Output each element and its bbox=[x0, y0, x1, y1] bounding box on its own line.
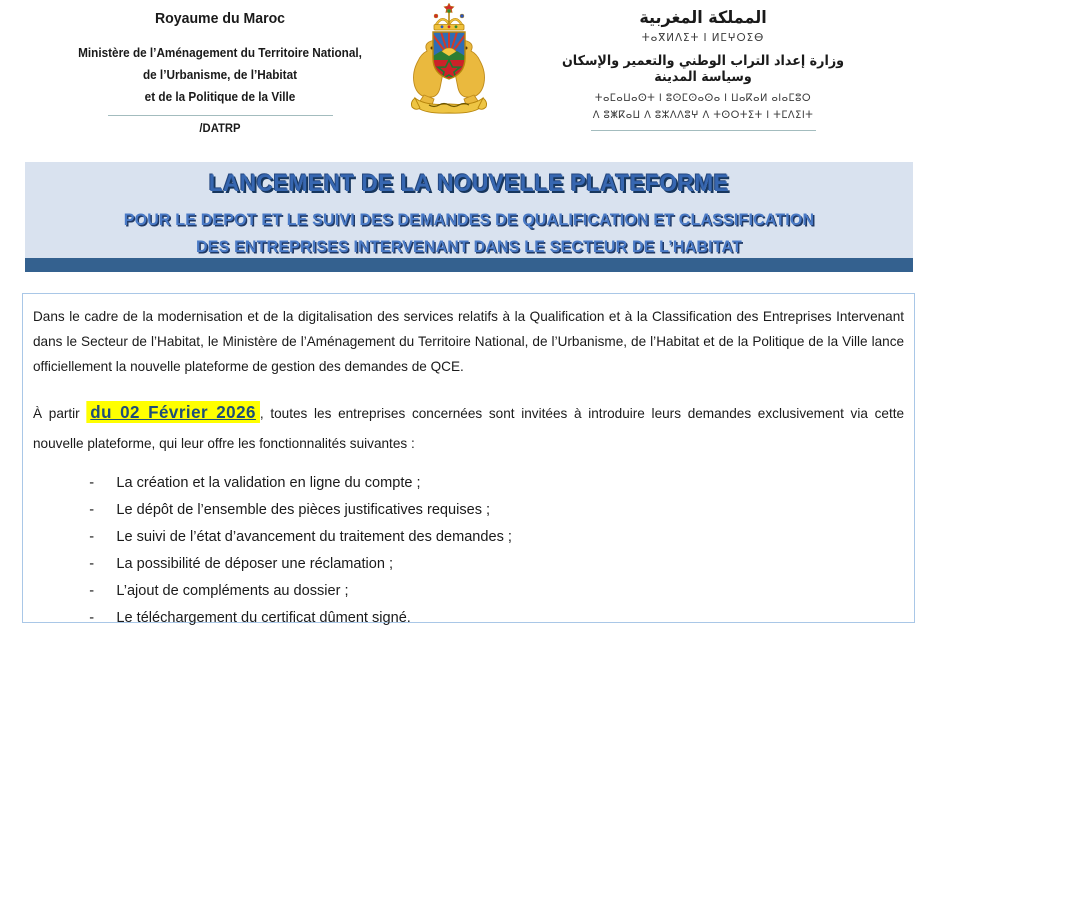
banner-underline-bar bbox=[25, 258, 913, 272]
date-paragraph-prefix: À partir bbox=[33, 405, 87, 422]
moroccan-coat-of-arms bbox=[402, 2, 496, 116]
banner-subtitle-line1: POUR LE DEPOT ET LE SUIVI DES DEMANDES DE QUALIFICATION ET CLASSIFICATION bbox=[123, 210, 815, 229]
banner-title: LANCEMENT DE LA NOUVELLE PLATEFORME bbox=[208, 170, 730, 197]
intro-paragraph: Dans le cadre de la modernisation et de la digitalisation des services relatifs à la Qualification et à la Classification des Entreprises Intervenant dans le Secteur de l’Habitat, le Ministère de l’Aménagement du Territoire National, de l’Urbanisme, de l’Habitat et de la Politique de la Ville lance officiellement la nouvelle plateforme de gestion des demandes de QCE. bbox=[33, 308, 905, 374]
feature-text: Le suivi de l’état d’avancement du traitement des demandes ; bbox=[116, 528, 512, 546]
header-left-divider bbox=[108, 115, 333, 116]
feature-text: Le dépôt de l’ensemble des pièces justificatives requises ; bbox=[116, 501, 491, 519]
kingdom-title-ar: المملكة المغربية bbox=[639, 8, 767, 28]
list-item bbox=[33, 475, 904, 491]
shield bbox=[433, 31, 465, 80]
list-item bbox=[33, 556, 904, 572]
ministry-tifinagh-line1: ⵜⴰⵎⴰⵡⴰⵙⵜ ⵏ ⵓⵙⵎⵙⴰⵙⴰ ⵏ ⵡⴰⴽⴰⵍ ⴰⵏⴰⵎⵓⵔ bbox=[594, 92, 812, 104]
list-item bbox=[33, 502, 904, 518]
coat-of-arms-icon bbox=[402, 2, 496, 116]
bullet-dash: - bbox=[89, 528, 95, 546]
banner-subtitle bbox=[25, 206, 913, 260]
announcement-body bbox=[22, 293, 915, 627]
kingdom-title-fr: Royaume du Maroc bbox=[154, 10, 286, 27]
feature-text: La possibilité de déposer une réclamation ; bbox=[116, 555, 394, 573]
header-french-block bbox=[55, 10, 385, 135]
bullet-dash: - bbox=[89, 474, 95, 492]
ministry-line3-fr: et de la Politique de la Ville bbox=[144, 90, 296, 104]
bullet-dash: - bbox=[89, 582, 95, 600]
ministry-line2-fr: de l’Urbanisme, de l’Habitat bbox=[142, 68, 298, 82]
header-arabic-block bbox=[543, 8, 863, 136]
feature-text: La création et la validation en ligne du compte ; bbox=[116, 474, 421, 492]
list-item bbox=[33, 529, 904, 545]
launch-date-highlight: du 02 Février 2026 bbox=[86, 401, 259, 423]
department-code: /DATRP bbox=[199, 121, 241, 135]
ministry-tifinagh-line2: ⴷ ⵓⵥⴽⴰⵡ ⴷ ⵓⵣⴷⴷⵓⵖ ⴷ ⵜⵙⵔⵜⵉⵜ ⵏ ⵜⵎⴷⵉⵏⵜ bbox=[592, 109, 814, 121]
features-list bbox=[33, 475, 904, 626]
kingdom-title-tifinagh: ⵜⴰⴳⵍⴷⵉⵜ ⵏ ⵍⵎⵖⵔⵉⴱ bbox=[641, 31, 765, 44]
feature-text: L’ajout de compléments au dossier ; bbox=[116, 582, 349, 600]
bullet-dash: - bbox=[89, 609, 95, 627]
bullet-dash: - bbox=[89, 555, 95, 573]
list-item bbox=[33, 610, 904, 626]
list-item bbox=[33, 583, 904, 599]
header-right-divider bbox=[591, 130, 816, 131]
date-paragraph-suffix: , toutes les entreprises concernées sont invitées à introduire leurs demandes exclusivement via cette nouvelle plateforme, qui leur offre les fonctionnalités suivantes : bbox=[33, 405, 905, 452]
feature-text: Le téléchargement du certificat dûment signé. bbox=[116, 609, 411, 627]
ministry-title-ar: وزارة إعداد التراب الوطني والتعمير والإسكان وسياسة المدينة bbox=[561, 53, 845, 85]
date-paragraph bbox=[33, 397, 904, 458]
banner-subtitle-line2: DES ENTREPRISES INTERVENANT DANS LE SECTEUR DE L’HABITAT bbox=[196, 237, 742, 256]
title-banner bbox=[25, 162, 913, 258]
ministry-line1-fr: Ministère de l’Aménagement du Territoire National, bbox=[78, 46, 362, 60]
bullet-dash: - bbox=[89, 501, 95, 519]
crown bbox=[434, 3, 464, 30]
